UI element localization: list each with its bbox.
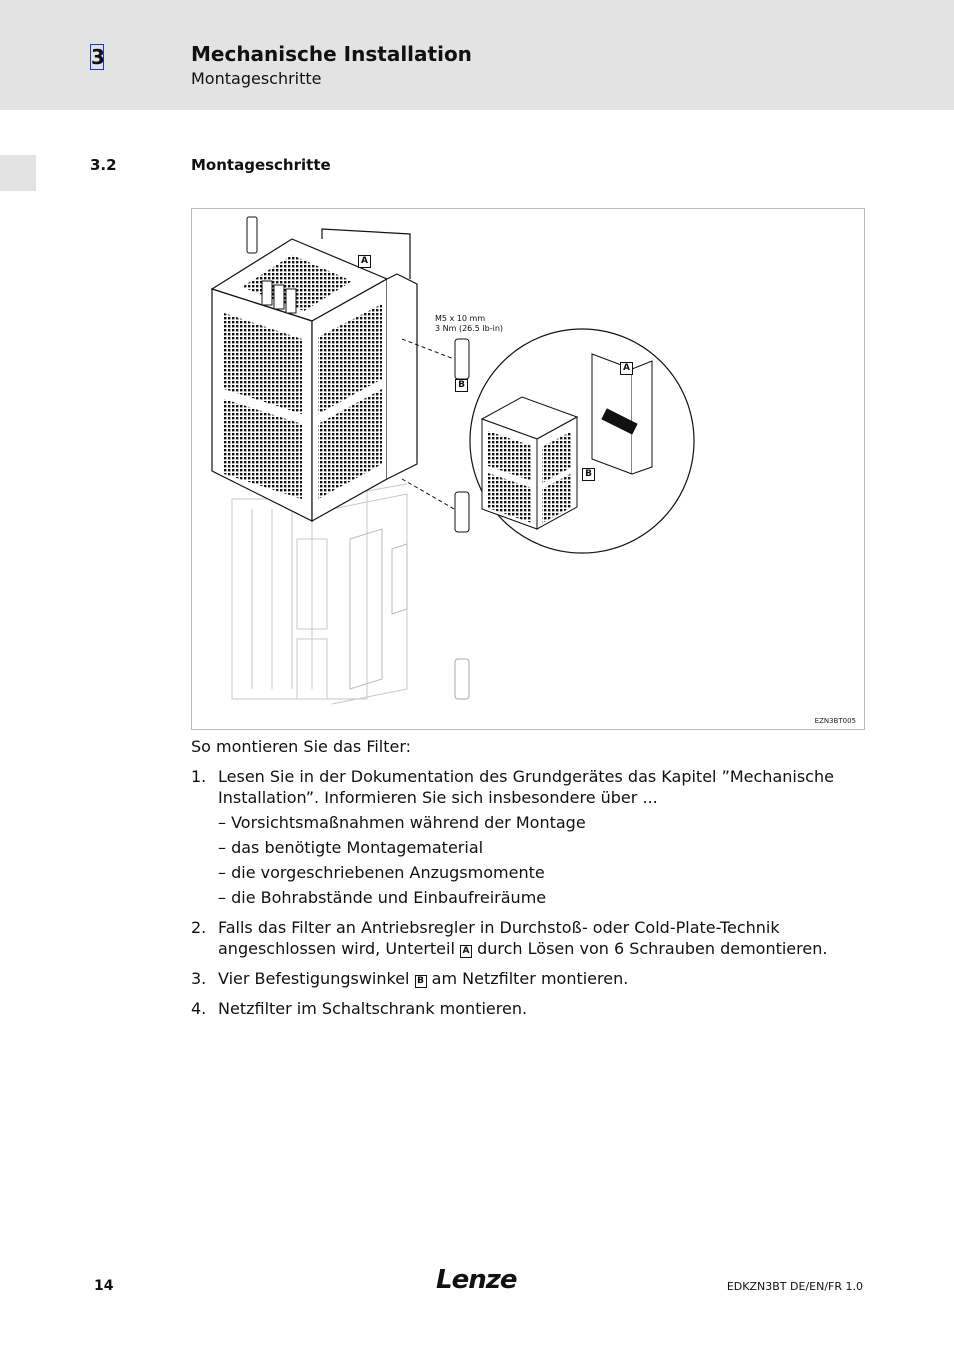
torque-note-line1: M5 x 10 mm	[435, 314, 486, 323]
section-number: 3.2	[90, 156, 117, 174]
label-b-main: B	[455, 379, 468, 392]
step-number: 1.	[191, 767, 207, 786]
step-number: 2.	[191, 918, 207, 937]
header-band	[0, 0, 954, 110]
label-b-detail: B	[582, 468, 595, 481]
instructions	[191, 736, 871, 1028]
step-text-after: durch Lösen von 6 Schrauben demontieren.	[477, 939, 828, 958]
list-item: – das benötigte Montagematerial	[218, 838, 484, 857]
document-code: EDKZN3BT DE/EN/FR 1.0	[726, 1280, 863, 1293]
label-a-main: A	[358, 255, 371, 268]
step-1-sublist	[218, 812, 871, 908]
drive-front-details	[350, 529, 407, 689]
step-number: 4.	[191, 999, 207, 1018]
label-a-detail: A	[620, 362, 633, 375]
page-number: 14	[94, 1278, 114, 1294]
step-text: Netzfilter im Schaltschrank montieren.	[218, 999, 528, 1018]
intro-text: So montieren Sie das Filter:	[191, 737, 412, 756]
chapter-title: Mechanische Installation	[191, 42, 472, 66]
lenze-logo: Lenze	[436, 1265, 517, 1295]
step-1	[191, 766, 871, 908]
step-number: 3.	[191, 969, 207, 988]
key-label-b: B	[415, 975, 427, 988]
step-text-before: Falls das Filter an Antriebsregler in Durchstoß- oder Cold-Plate-Technik angeschlossen wird, Unterteil	[218, 918, 780, 958]
list-item: – Vorsichtsmaßnahmen während der Montage	[218, 813, 586, 832]
list-item: – die Bohrabstände und Einbaufreiräume	[218, 888, 547, 907]
section-title: Montageschritte	[191, 156, 331, 174]
step-4	[191, 998, 871, 1019]
chapter-number-link[interactable]: 3	[91, 45, 105, 69]
step-3	[191, 968, 871, 989]
step-text: Lesen Sie in der Dokumentation des Grundgerätes das Kapitel ”Mechanische Installation”. Informieren Sie sich insbesondere über ...	[218, 767, 834, 807]
key-label-a: A	[460, 945, 472, 958]
step-text-before: Vier Befestigungswinkel	[218, 969, 410, 988]
list-item: – die vorgeschriebenen Anzugsmomente	[218, 863, 545, 882]
step-text-after: am Netzfilter montieren.	[431, 969, 629, 988]
torque-note-line2: 3 Nm (26.5 lb-in)	[435, 324, 504, 333]
side-tab-marker	[0, 155, 36, 191]
torque-note	[435, 314, 503, 334]
step-2	[191, 917, 871, 959]
mounting-figure	[191, 208, 865, 730]
chapter-subtitle: Montageschritte	[191, 69, 322, 88]
mounting-illustration	[192, 209, 864, 729]
figure-code: EZN3BT005	[814, 717, 856, 725]
